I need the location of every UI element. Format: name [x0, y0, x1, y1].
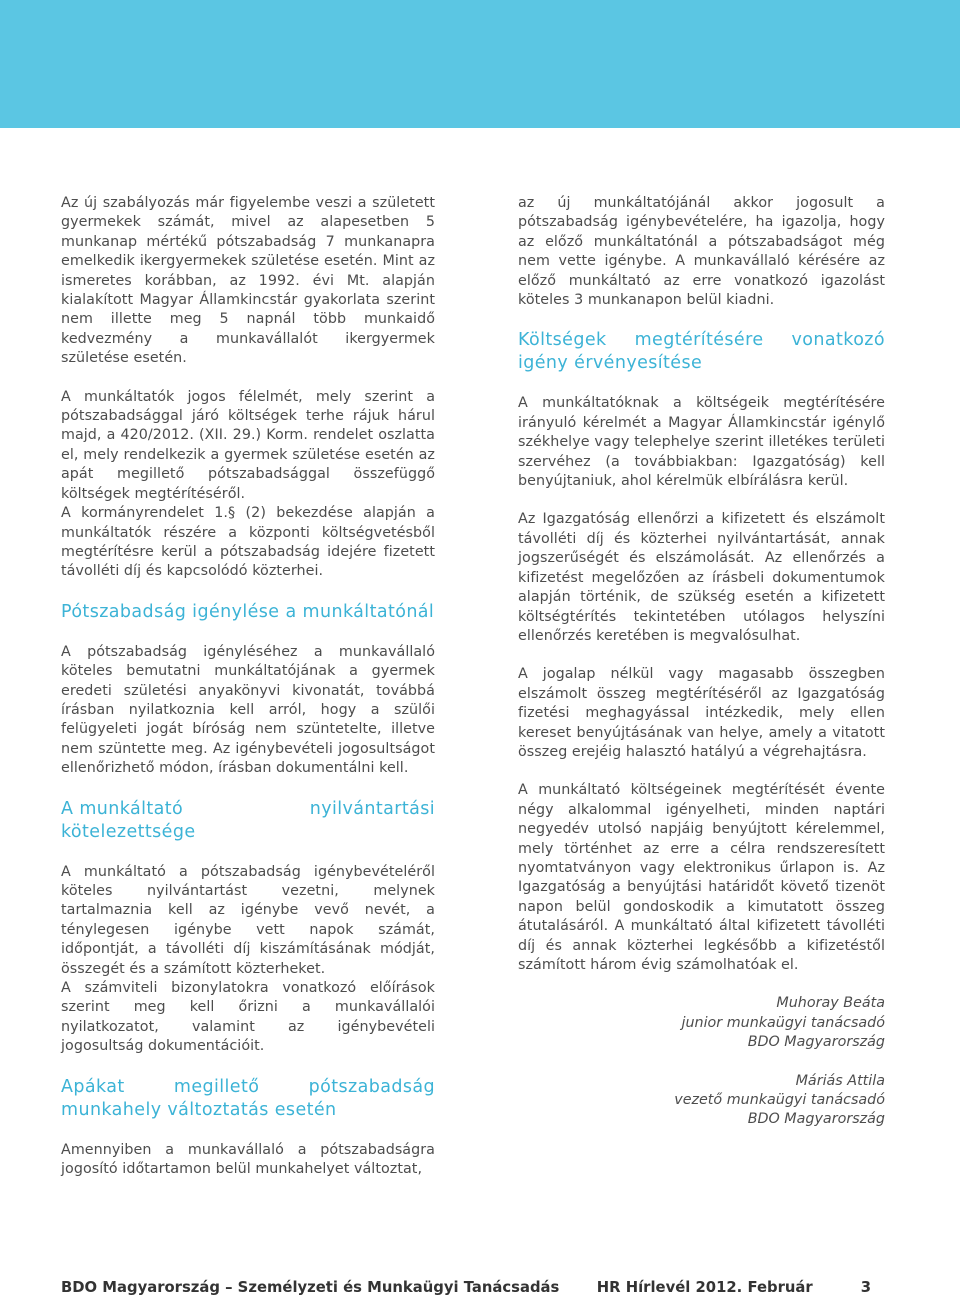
footer-right: [597, 1278, 871, 1298]
paragraph: Az Igazgatóság ellenőrzi a kifizetett és elszámolt távolléti díj és közterhei nyilvántartását, annak jogszerűségét és elszámolását. Az ellenőrzés a kifizetést megelőzően az írásbeli dokumentumok alapján történik, de szükség esetén a kifizetett költségtérítés tekintetében utólagos helyszíni ellenőrzés keretében is megvalósulhat.: [518, 511, 885, 644]
paragraph: A munkáltató költségeinek megtérítését évente négy alkalommal igényelheti, minden naptári negyedév utolsó napjáig benyújtott kérelemmel, mely történhet az erre a célra rendszeresített nyomtatványon vagy elektronikus űrlapon is. Az Igazgatóság a benyújtási határidőt követő tizenöt napon belül gondoskodik a kimutatott összeg átutalásáról. A munkáltató által kifizetett távolléti díj és annak közterhei legkésőbb a kifizetéstől számított három évig számolhatóak el.: [518, 782, 885, 973]
left-column: [61, 194, 435, 1198]
section-heading: Apákat megillető pótszabadság munkahely változtatás esetén: [61, 1076, 435, 1120]
footer-issue: HR Hírlevél 2012. Február: [596, 1279, 813, 1296]
section-heading: Pótszabadság igénylése a munkáltatónál: [61, 601, 435, 622]
paragraph: A számviteli bizonylatokra vonatkozó előírások szerint meg kell őrizni a munkavállalói nyilatkozatot, valamint az igénybevételi jogosultság dokumentációit.: [61, 980, 435, 1055]
section-heading: Költségek megtérítésére vonatkozó igény érvényesítése: [518, 330, 885, 374]
heading-word: A munkáltató: [61, 798, 184, 819]
paragraph: az új munkáltatójánál akkor jogosult a pótszabadság igénybevételére, ha igazolja, hogy az előző munkáltatónál a pótszabadságot még nem vette igénybe. A munkavállaló kérésére az előző munkáltató az erre vonatkozó igazolást köteles 3 munkanapon belül kiadni.: [518, 195, 885, 309]
paragraph: A pótszabadság igényléséhez a munkavállaló köteles bemutatni munkáltatójának a gyermek eredeti születési anyakönyvi kivonatát, továbbá írásban nyilatkoznia kell arról, hogy a szülői felügyeleti jogát bíróság nem szüntetelte, illetve nem szüntette meg. Az igénybevételi jogosultságot ellenőrizhető módon, írásban dokumentálni kell.: [61, 643, 435, 777]
footer-publisher: BDO Magyarország – Személyzeti és Munkaügyi Tanácsadás: [61, 1279, 560, 1296]
signature-block: [518, 994, 885, 1052]
paragraph: A munkáltatóknak a költségeik megtérítésére irányuló kérelmét a Magyar Államkincstár igénylő székhelye vagy telephelye szerint illetékes területi szervéhez (a továbbiakban: Igazgatóság) kell benyújtaniuk, ahol kérelmük elbírálásra kerül.: [518, 395, 885, 490]
page-number: 3: [860, 1279, 871, 1296]
header-band: [0, 0, 960, 128]
paragraph: Amennyiben a munkavállaló a pótszabadságra jogosító időtartamon belül munkahelyet változtat,: [61, 1141, 435, 1178]
author-org: BDO Magyarország: [747, 1034, 885, 1051]
paragraph: A munkáltató a pótszabadság igénybevételéről köteles nyilvántartást vezetni, melynek tartalmaznia kell az igénybe vevő nevét, a ténylegesen igénybe vett napok számát, időpontját, a távolléti díj kiszámításának módját, összegét és a számított közterheket.: [61, 863, 435, 977]
author-role: vezető munkaügyi tanácsadó: [674, 1092, 885, 1109]
heading-word: kötelezettsége: [61, 821, 196, 842]
right-column: [518, 194, 885, 1149]
heading-word: nyilvántartási: [309, 798, 435, 819]
paragraph: A kormányrendelet 1.§ (2) bekezdése alapján a munkáltatók részére a központi költségvetésből megtérítésre kerül a pótszabadság idejére fizetett távolléti díj és kapcsolódó közterhei.: [61, 505, 435, 580]
section-heading: [61, 798, 435, 844]
author-name: Muhoray Beáta: [776, 995, 885, 1012]
author-org: BDO Magyarország: [747, 1111, 885, 1128]
paragraph: Az új szabályozás már figyelembe veszi a született gyermekek számát, mivel az alapesetben 5 munkanap mértékű pótszabadság 7 munkanapra emelkedik ikergyermekek születése esetén. Mint az ismeretes korábban, az 1992. évi Mt. alapján kialakított Magyar Államkincstár gyakorlata szerint nem illette meg 5 napnál több munkaidő kedvezmény a munkavállalót ikergyermek születése esetén.: [61, 195, 435, 367]
author-name: Máriás Attila: [795, 1072, 885, 1089]
paragraph: A jogalap nélkül vagy magasabb összegben elszámolt összeg megtérítéséről az Igazgatóság fizetési meghagyással intézkedik, mely ellen kereset benyújtásának van helye, amely a vitatott összeg erejéig halasztó hatályú a végrehajtásra.: [518, 666, 885, 760]
signature-block: [518, 1072, 885, 1130]
author-role: junior munkaügyi tanácsadó: [681, 1014, 885, 1031]
page-footer: [61, 1278, 871, 1298]
paragraph: A munkáltatók jogos félelmét, mely szerint a pótszabadsággal járó költségek terhe rájuk hárul majd, a 420/2012. (XII. 29.) Korm. rendelet oszlatta el, mely rendelkezik a gyermek születése esetén az apát megillető pótszabadsággal összefüggő költségek megtérítéséről.: [61, 388, 435, 502]
